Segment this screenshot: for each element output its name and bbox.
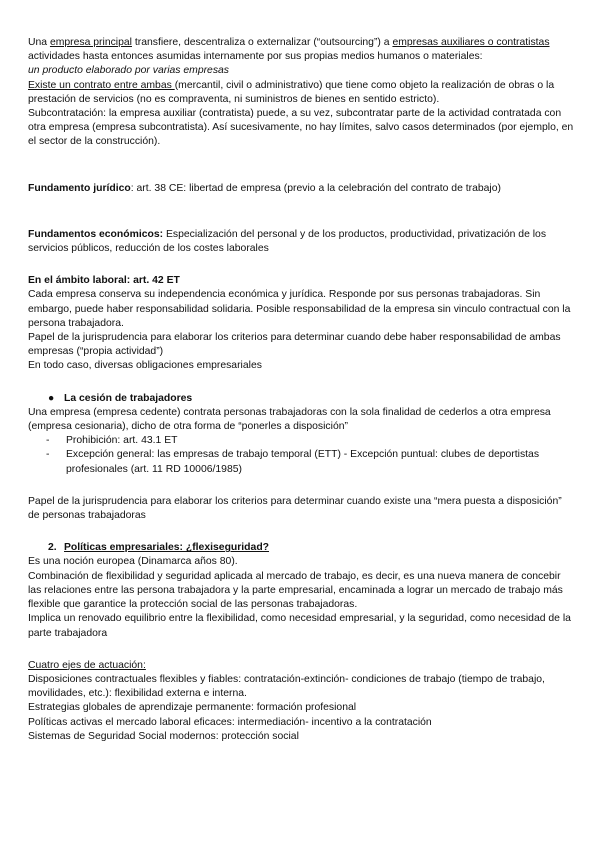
ejes-item: Disposiciones contractuales flexibles y fiables: contratación-extinción- condiciones de trabajo (tiempo de trabajo, movilidades, etc.): flexibilidad externa e interna. <box>28 673 545 700</box>
document-page <box>28 36 576 744</box>
cesion-heading <box>28 392 576 406</box>
politicas-heading <box>28 541 576 555</box>
fundamentos-economicos-text: Especialización del personal y de los productos, productividad, privatización de los servicios públicos, reducción de los costes laborales <box>28 228 547 255</box>
contract-term: Existe un contrato entre ambas <box>28 79 175 91</box>
dash-icon: - <box>46 449 50 461</box>
politicas-paragraph-3: Implica un renovado equilibrio entre la flexibilidad, como necesidad empresarial, y la seguridad, como necesidad de la parte trabajadora <box>28 613 571 639</box>
politicas-paragraph-1: Es una noción europea (Dinamarca años 80). <box>28 556 238 568</box>
ambito-laboral-paragraph-2: Papel de la jurisprudencia para elaborar los criterios para determinar cuando debe haber responsabilidad de ambas empresas (“propia actividad”) <box>28 332 561 358</box>
politicas-paragraph-2: Combinación de flexibilidad y seguridad aplicada al mercado de trabajo, es decir, es una nueva manera de concebir las relaciones entre las persona trabajadora y la parte empresarial, encaminada a lograr un mercado de trabajo más flexible que garantice la protección social de las personas trabajadoras. <box>28 570 563 611</box>
fundamento-juridico-label: Fundamento jurídico <box>28 182 131 194</box>
politicas-heading-text: Políticas empresariales: ¿flexiseguridad? <box>64 542 270 554</box>
contract-text: (mercantil, civil o administrativo) que tiene como objeto la realización de obras o la prestación de servicios (no es compraventa, ni suministros de bienes en sentido estricto). <box>28 79 555 105</box>
intro-paragraph <box>28 36 576 64</box>
empresas-auxiliares-term: empresas auxiliares o contratistas <box>392 37 550 48</box>
ejes-item: Sistemas de Seguridad Social modernos: protección social <box>28 730 299 742</box>
cesion-paragraph-1: Una empresa (empresa cedente) contrata personas trabajadoras con la sola finalidad de cederlos a otra empresa (empresa cesionaria), dicho de otra forma de “ponerles a disposición” <box>28 406 551 433</box>
dash-icon: - <box>46 435 50 447</box>
ambito-laboral-paragraph-3: En todo caso, diversas obligaciones empresariales <box>28 360 262 372</box>
intro-text-3: actividades hasta entonces asumidas internamente por sus propias medios humanos o materiales: <box>28 51 483 63</box>
ambito-laboral-paragraph-1: Cada empresa conserva su independencia económica y jurídica. Responde por sus personas trabajadoras. Sin embargo, puede haber responsabilidad solidaria. Posible responsabilidad de la empresa sin vinculo contractual con la persona trabajadora. <box>28 289 571 329</box>
empresa-principal-term: empresa principal <box>49 37 132 48</box>
intro-italic-example: un producto elaborado por varias empresas <box>28 65 230 77</box>
bullet-icon: ● <box>48 392 55 404</box>
section-number: 2. <box>48 542 57 554</box>
ambito-laboral-heading: En el ámbito laboral: art. 42 ET <box>28 275 180 287</box>
ejes-item: Políticas activas el mercado laboral eficaces: intermediación- incentivo a la contratación <box>28 716 432 728</box>
fundamento-juridico-paragraph <box>28 182 576 196</box>
cesion-list-item <box>46 448 576 476</box>
subcontratacion-paragraph: Subcontratación: la empresa auxiliar (contratista) puede, a su vez, subcontratar parte de la actividad contratada con otra empresa (empresa subcontratista). Así sucesivamente, no hay límites, salvo casos determinados (por ejemplo, en el sector de la construcción). <box>28 108 574 148</box>
cesion-paragraph-2: Papel de la jurisprudencia para elaborar los criterios para determinar cuando existe una “mera puesta a disposición” de personas trabajadoras <box>28 495 562 522</box>
fundamentos-economicos-label: Fundamentos económicos: <box>28 228 164 240</box>
cesion-item-text: Excepción general: las empresas de trabajo temporal (ETT) - Excepción puntual: clubes de deportistas profesionales (art. 11 RD 10006/1985) <box>66 449 540 475</box>
cesion-list <box>28 434 576 477</box>
intro-text-1: Una <box>28 37 50 48</box>
cesion-item-text: Prohibición: art. 43.1 ET <box>66 435 178 447</box>
contract-paragraph <box>28 79 576 107</box>
cesion-list-item <box>46 434 576 448</box>
cesion-heading-text: La cesión de trabajadores <box>64 392 193 404</box>
fundamento-juridico-text: : art. 38 CE: libertad de empresa (previo a la celebración del contrato de trabajo) <box>130 182 501 194</box>
intro-text-2: transfiere, descentraliza o externalizar (“outsourcing”) a <box>131 37 393 48</box>
fundamentos-economicos-paragraph <box>28 228 576 256</box>
ejes-item: Estrategias globales de aprendizaje permanente: formación profesional <box>28 702 357 714</box>
ejes-heading: Cuatro ejes de actuación: <box>28 659 146 671</box>
